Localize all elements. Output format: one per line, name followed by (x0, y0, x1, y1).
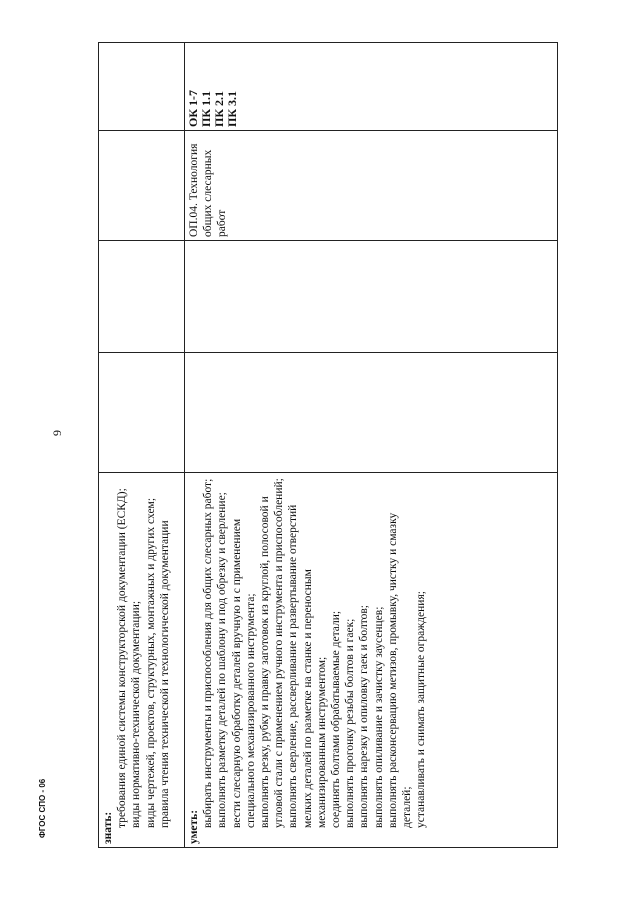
competency-table (98, 42, 558, 848)
umet-item: вести слесарную обработку деталей вручную и с применением специального механизированного инструмента; (230, 518, 257, 828)
footer-label: ФГОС СПО - 06 (38, 778, 47, 838)
umet-item: выполнять расконсервацию метизов, промывку, чистку и смазку деталей; (386, 512, 414, 828)
competency-code: ПК 1.1 (199, 90, 213, 127)
discipline-name: ОП.04. Технология общих слесарных работ (188, 143, 229, 237)
rotated-table-wrapper (98, 43, 558, 848)
umet-item: выполнять опиливание и зачистку заусенцев; (372, 606, 385, 828)
table-row-znat (99, 43, 185, 848)
table-row-umet (185, 43, 558, 848)
znat-item: виды чертежей, проектов, структурных, монтажных и других схем; (144, 497, 157, 828)
empty-cell (99, 353, 185, 473)
umet-item: соединять болтами обрабатываемые детали; (330, 610, 343, 828)
znat-item: требования единой системы конструкторской документации (ЕСКД); (116, 488, 129, 828)
znat-cell (99, 473, 185, 848)
umet-item: выполнять разметку деталей по шаблону и под обрезку и сверление; (216, 492, 229, 828)
umet-heading: уметь: (188, 809, 200, 844)
umet-item: устанавливать и снимать защитные ограждения; (415, 591, 428, 828)
competency-code: ОК 1-7 (186, 89, 200, 127)
empty-cell (99, 43, 185, 131)
umet-item: выполнять прогонку резьбы болтов и гаек; (344, 618, 357, 828)
znat-item: правила чтения технической и технологической документации (158, 520, 171, 828)
umet-item: выполнять резку, рубку и правку заготовок из круглой, полосовой и угловой стали с применением ручного инструмента и приспособлений; (259, 478, 286, 828)
znat-heading: знать: (102, 811, 114, 844)
empty-cell (99, 241, 185, 353)
empty-cell (185, 241, 558, 353)
competency-code: ПК 3.1 (225, 90, 239, 127)
competencies-cell (185, 43, 558, 131)
umet-item: выполнять нарезку и опиловку гаек и болтов; (358, 605, 371, 828)
umet-item: выбирать инструменты и приспособления для общих слесарных работ; (202, 478, 215, 828)
umet-cell (185, 473, 558, 848)
competency-code: ПК 2.1 (212, 90, 226, 127)
umet-item: выполнять сверление, рассверливание и развертывание отверстий мелких деталей по разметке на станке и переносным механизированным инструментом; (287, 504, 328, 828)
page-number: 9 (50, 430, 64, 436)
discipline-cell (185, 131, 558, 241)
znat-item: виды нормативно-технической документации; (130, 600, 143, 828)
empty-cell (99, 131, 185, 241)
empty-cell (185, 353, 558, 473)
